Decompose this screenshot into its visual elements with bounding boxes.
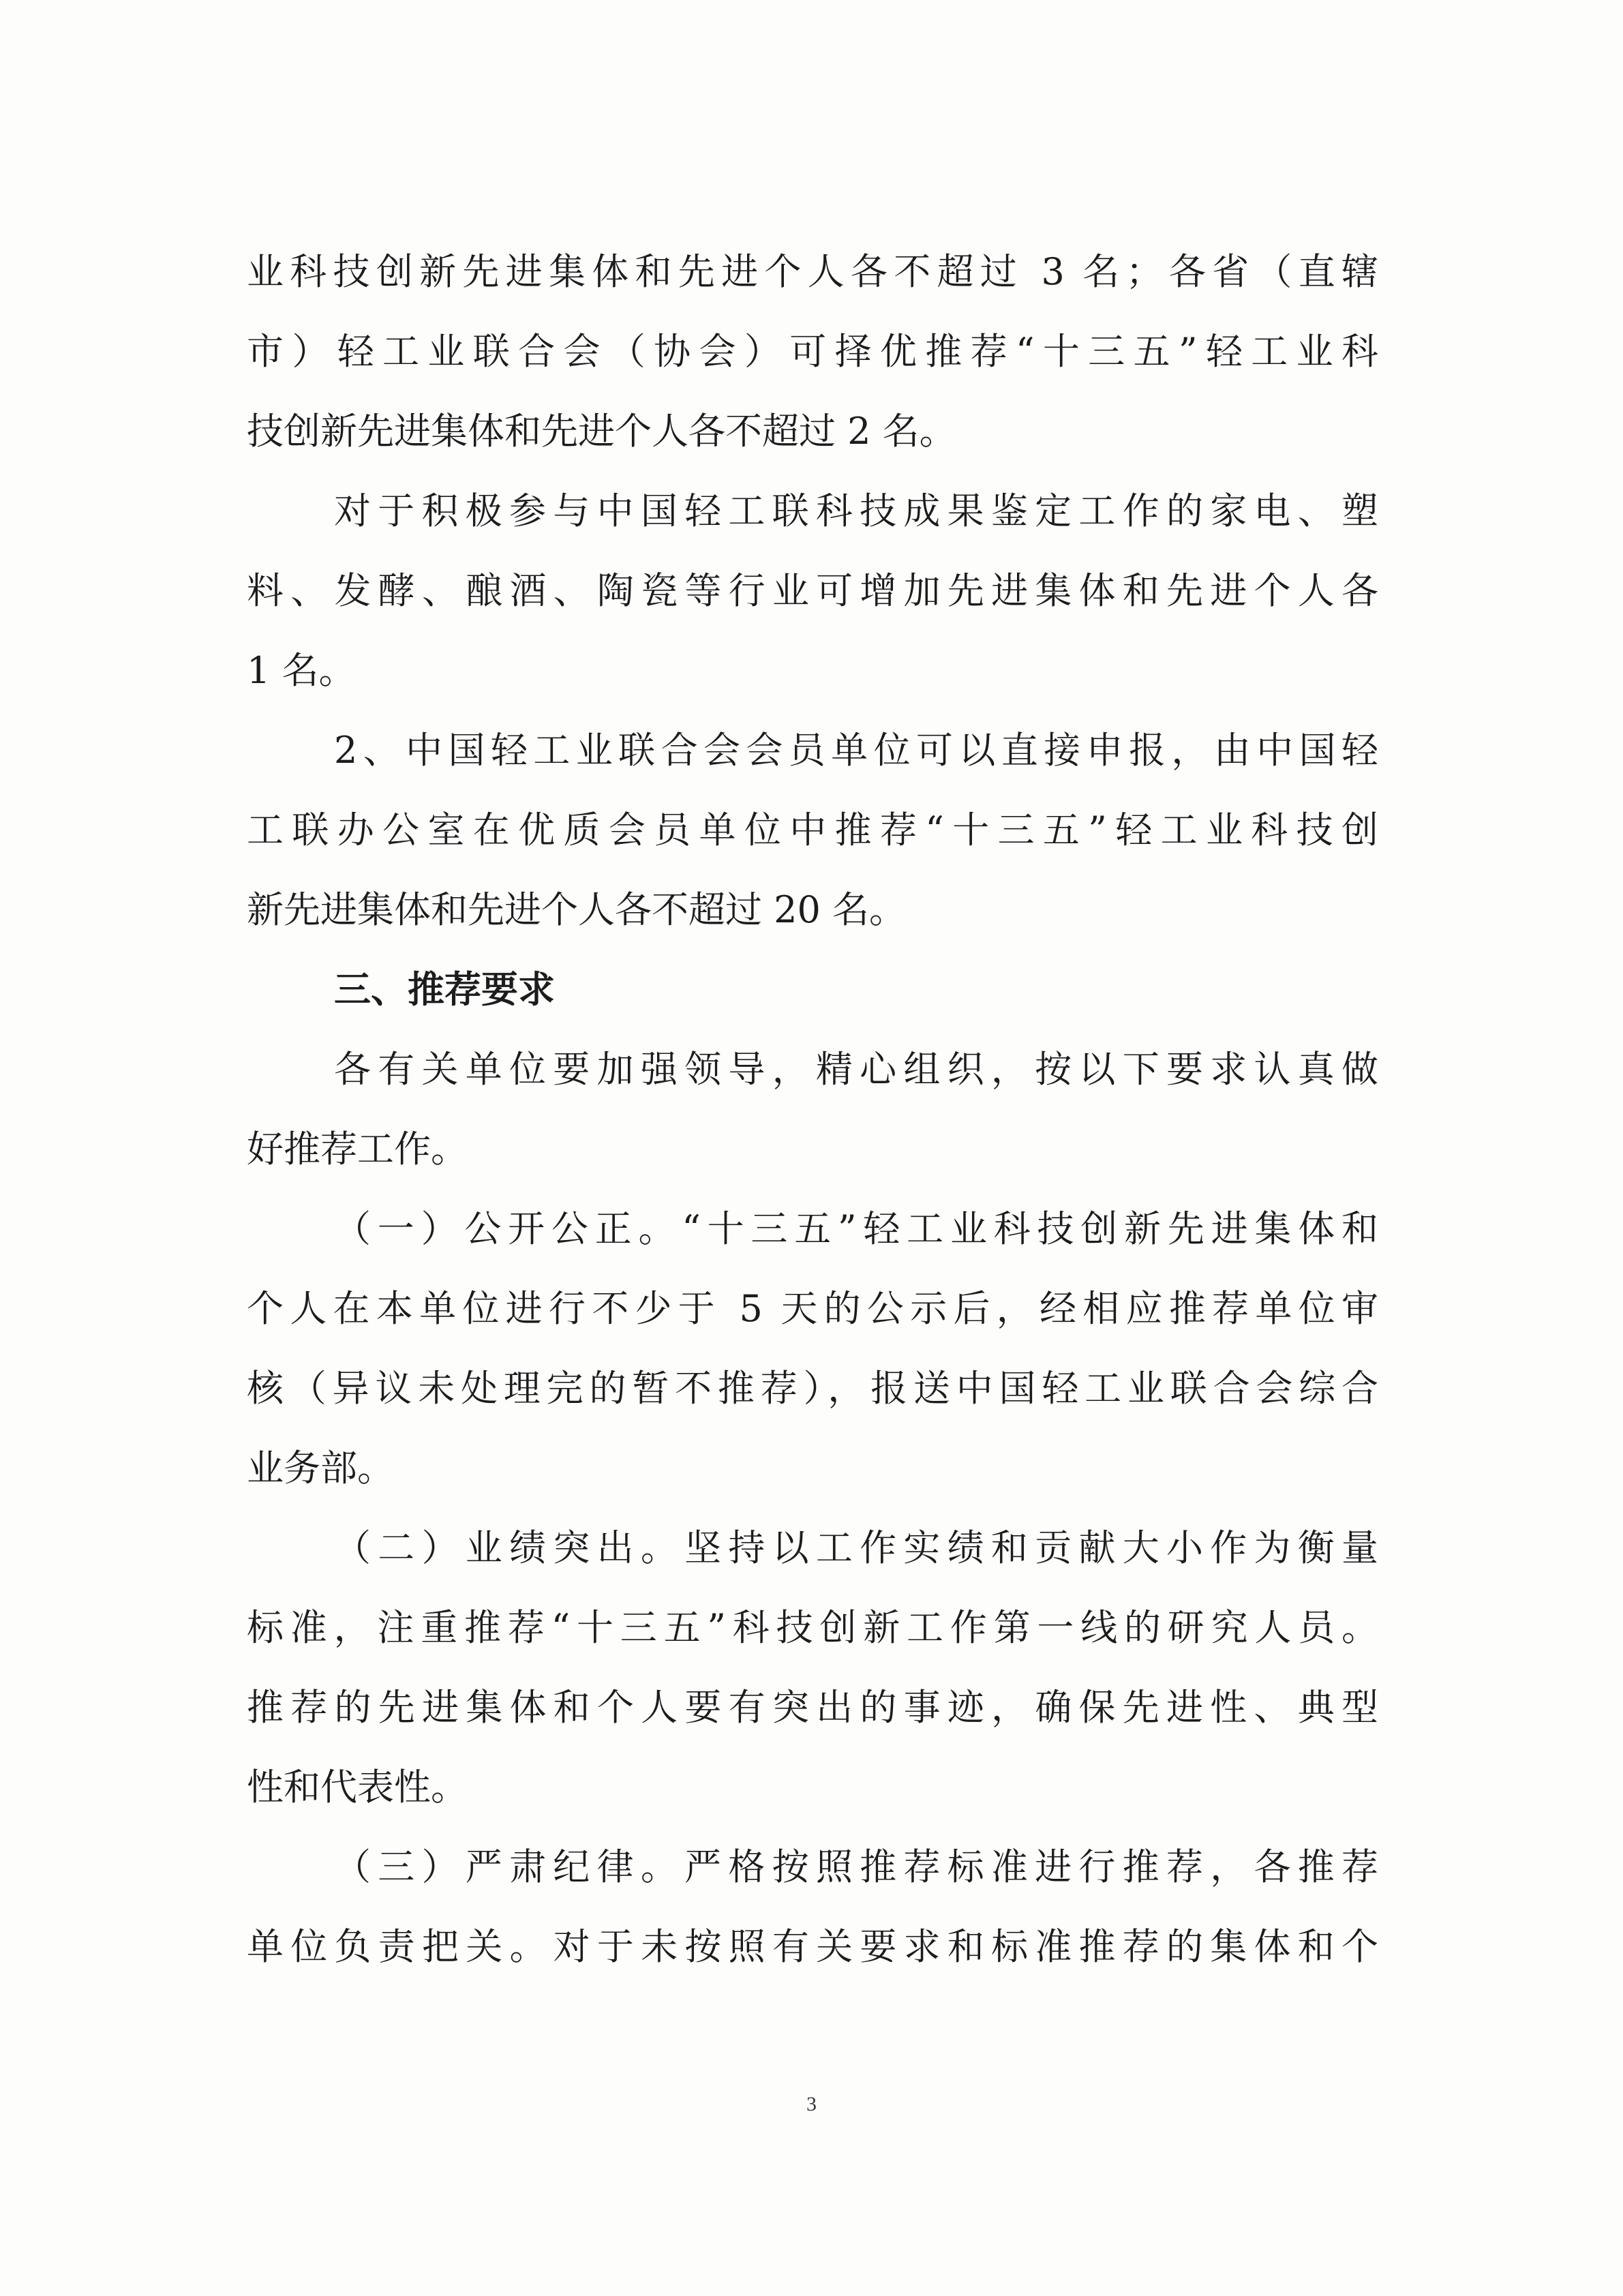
text-line: （二）业绩突出。坚持以工作实绩和贡献大小作为衡量 — [334, 1526, 1378, 1569]
text-line: 各有关单位要加强领导，精心组织，按以下要求认真做 — [334, 1048, 1378, 1091]
text-line: 推荐的先进集体和个人要有突出的事迹，确保先进性、典型 — [247, 1686, 1378, 1729]
text-line: 对于积极参与中国轻工联科技成果鉴定工作的家电、塑 — [334, 489, 1378, 532]
document-body — [247, 232, 1378, 1987]
text-line: 单位负责把关。对于未按照有关要求和标准推荐的集体和个 — [247, 1925, 1378, 1968]
text-line: 料、发酵、酿酒、陶瓷等行业可增加先进集体和先进个人各 — [247, 569, 1378, 612]
text-line: 核（异议未处理完的暂不推荐），报送中国轻工业联合会综合 — [247, 1367, 1378, 1410]
page-number: 3 — [806, 2093, 817, 2115]
text-line: 个人在本单位进行不少于 5 天的公示后，经相应推荐单位审 — [247, 1287, 1378, 1330]
text-line: 好推荐工作。 — [247, 1128, 468, 1170]
text-line: 2、中国轻工业联合会会员单位可以直接申报，由中国轻 — [334, 729, 1378, 772]
text-line: 市）轻工业联合会（协会）可择优推荐“十三五”轻工业科 — [247, 330, 1378, 373]
text-line: 性和代表性。 — [247, 1766, 468, 1809]
text-line: 标准，注重推荐“十三五”科技创新工作第一线的研究人员。 — [247, 1606, 1378, 1649]
text-line: （三）严肃纪律。严格按照推荐标准进行推荐，各推荐 — [334, 1845, 1378, 1888]
text-line: 工联办公室在优质会员单位中推荐“十三五”轻工业科技创 — [247, 809, 1378, 851]
text-line: 1 名。 — [247, 649, 356, 692]
text-line: 业科技创新先进集体和先进个人各不超过 3 名；各省（直辖 — [247, 250, 1378, 293]
text-line: 新先进集体和先进个人各不超过 20 名。 — [247, 888, 907, 931]
text-line: 业务部。 — [247, 1447, 394, 1490]
text-line: （一）公开公正。“十三五”轻工业科技创新先进集体和 — [334, 1207, 1378, 1250]
text-line: 技创新先进集体和先进个人各不超过 2 名。 — [247, 410, 956, 453]
section-heading: 三、推荐要求 — [334, 968, 555, 1011]
